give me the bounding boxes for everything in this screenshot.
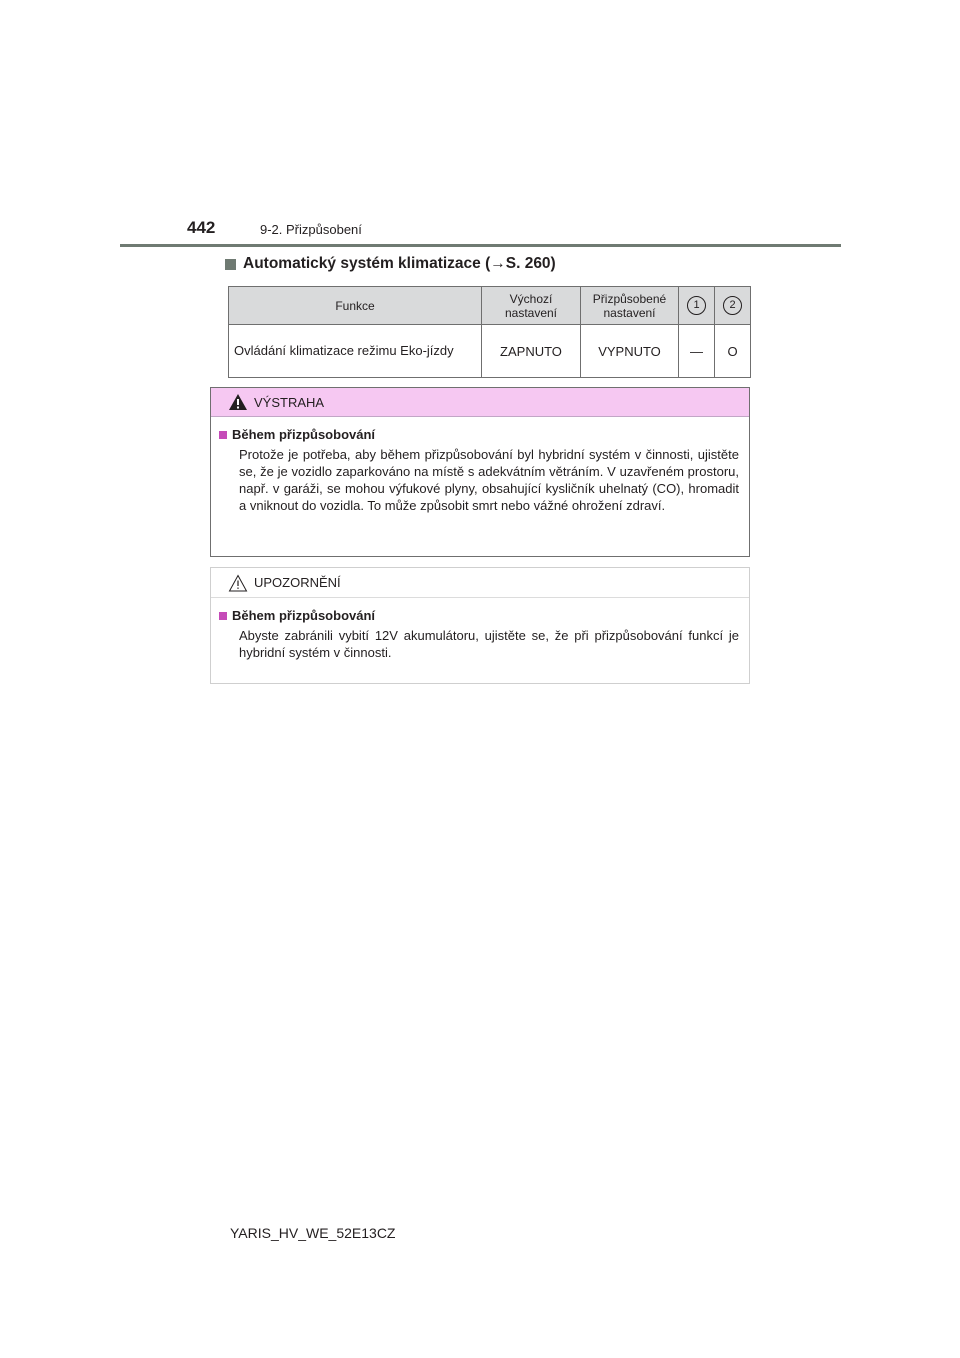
header-divider [120,244,841,247]
caution-text: Abyste zabránili vybití 12V akumulátoru, ujistěte se, že při přizpůsobování funkcí je hybridní systém v činnosti. [239,628,739,660]
square-bullet-icon [219,431,227,439]
circled-number-1: 1 [687,296,706,315]
caution-title: UPOZORNĚNÍ [254,575,341,590]
cell-custom: VYPNUTO [581,325,679,378]
warning-triangle-icon [228,393,248,411]
section-heading [225,255,556,273]
caution-subheading [219,608,739,623]
settings-table [228,286,751,378]
square-bullet-icon [225,259,236,270]
caution-box [210,567,750,684]
header-col1 [679,287,715,325]
warning-subheading-text: Během přizpůsobování [232,427,376,442]
warning-title: VÝSTRAHA [254,394,325,410]
square-bullet-icon [219,612,227,620]
section-label: 9-2. Přizpůsobení [260,222,362,237]
header-default: Výchozí nastavení [482,287,581,325]
header-function: Funkce [229,287,482,325]
header-col2 [715,287,751,325]
document-code: YARIS_HV_WE_52E13CZ [230,1225,396,1241]
header-custom: Přizpůsobené nastavení [581,287,679,325]
cell-function: Ovládání klimatizace režimu Eko-jízdy [229,325,482,378]
table-row [229,325,751,378]
cell-default: ZAPNUTO [482,325,581,378]
warning-box [210,387,750,557]
circled-number-2: 2 [723,296,742,315]
caution-subheading-text: Během přizpůsobování [232,608,376,623]
caution-header [211,568,749,598]
warning-text: Protože je potřeba, aby během přizpůsobování byl hybridní systém v činnosti, ujistěte se, že je vozidlo zaparkováno na místě s adekvátním větráním. V uzavřeném prostoru, např. v garáži, se mohou výfukové plyny, obsahující kysličník uhelnatý (CO), hromadit a vniknout do vozidla. To může způsobit smrt nebo vážné ohrožení zdraví. [239,447,739,513]
table-header-row [229,287,751,325]
warning-header [211,388,749,417]
cell-col2: O [715,325,751,378]
page-number: 442 [187,218,216,237]
caution-triangle-icon [228,574,248,592]
cell-col1: — [679,325,715,378]
section-heading-text: Automatický systém klimatizace (→S. 260) [243,255,556,272]
warning-subheading [219,427,739,442]
